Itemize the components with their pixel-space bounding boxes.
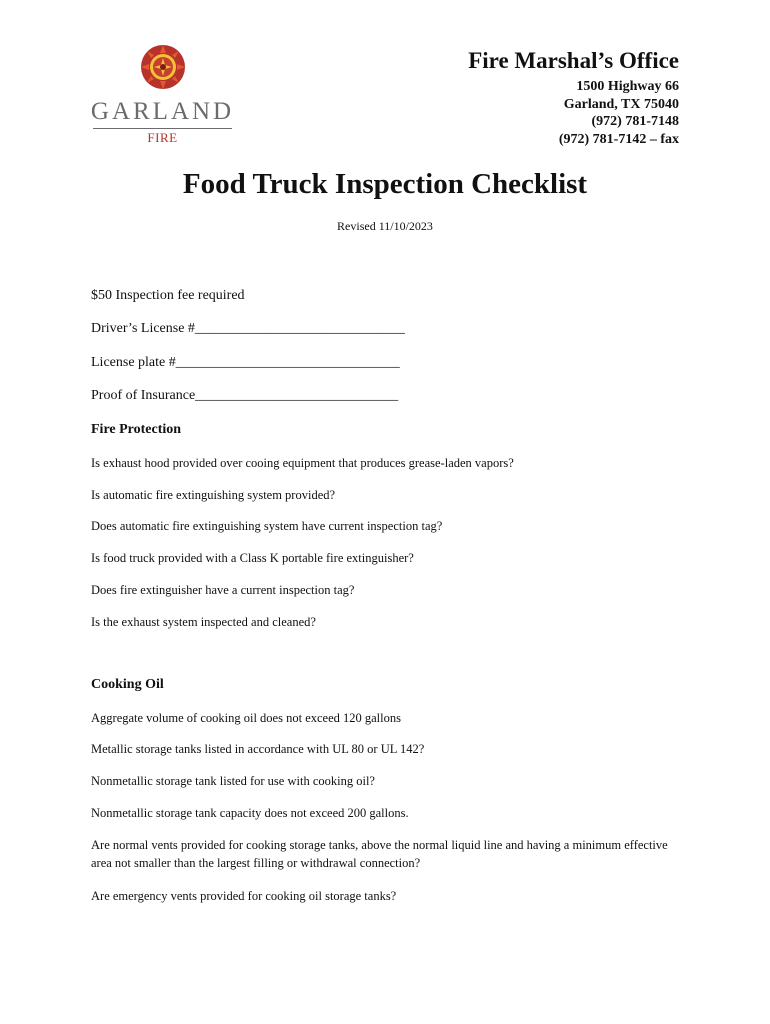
revised-date: Revised 11/10/2023 (337, 219, 433, 233)
office-phone: (972) 781-7148 (591, 114, 679, 129)
inspection-fee: $50 Inspection fee required (91, 288, 245, 303)
garland-fire-logo (90, 44, 235, 148)
checklist-item: Does fire extinguisher have a current inspection tag? (91, 583, 355, 597)
checklist-item: Is automatic fire extinguishing system provided? (91, 488, 336, 502)
checklist-item: Does automatic fire extinguishing system have current inspection tag? (91, 519, 443, 533)
checklist-item: Is exhaust hood provided over cooing equipment that produces grease-laden vapors? (91, 456, 514, 470)
license-plate-field[interactable]: License plate #________________________________ (91, 355, 400, 370)
checklist-item: Are emergency vents provided for cooking oil storage tanks? (91, 889, 397, 903)
proof-of-insurance-field[interactable]: Proof of Insurance_____________________________ (91, 388, 399, 403)
checklist-item: Is food truck provided with a Class K portable fire extinguisher? (91, 551, 414, 565)
checklist-item: Nonmetallic storage tank capacity does not exceed 200 gallons. (91, 806, 409, 820)
fire-seal-icon (140, 44, 186, 90)
checklist-item: Nonmetallic storage tank listed for use with cooking oil? (91, 774, 375, 788)
checklist-item: Are normal vents provided for cooking storage tanks, above the normal liquid line and having a minimum effective area not smaller than the largest filling or withdrawal connection? (91, 838, 668, 870)
logo-subtitle: FIRE (147, 130, 178, 145)
office-title: Fire Marshal’s Office (468, 48, 679, 73)
document-title: Food Truck Inspection Checklist (182, 168, 588, 200)
fire-protection-heading: Fire Protection (91, 422, 182, 437)
checklist-item: Metallic storage tanks listed in accordance with UL 80 or UL 142? (91, 742, 425, 756)
logo-divider (93, 128, 232, 129)
logo-wordmark: GARLAND (90, 98, 235, 125)
drivers-license-field[interactable]: Driver’s License #______________________________ (91, 321, 405, 336)
checklist-item: Aggregate volume of cooking oil does not exceed 120 gallons (91, 711, 401, 725)
checklist-item: Is the exhaust system inspected and cleaned? (91, 615, 316, 629)
office-address-line2: Garland, TX 75040 (563, 97, 679, 112)
office-fax: (972) 781-7142 – fax (558, 132, 679, 147)
cooking-oil-heading: Cooking Oil (91, 677, 164, 692)
office-address-line1: 1500 Highway 66 (576, 79, 679, 94)
